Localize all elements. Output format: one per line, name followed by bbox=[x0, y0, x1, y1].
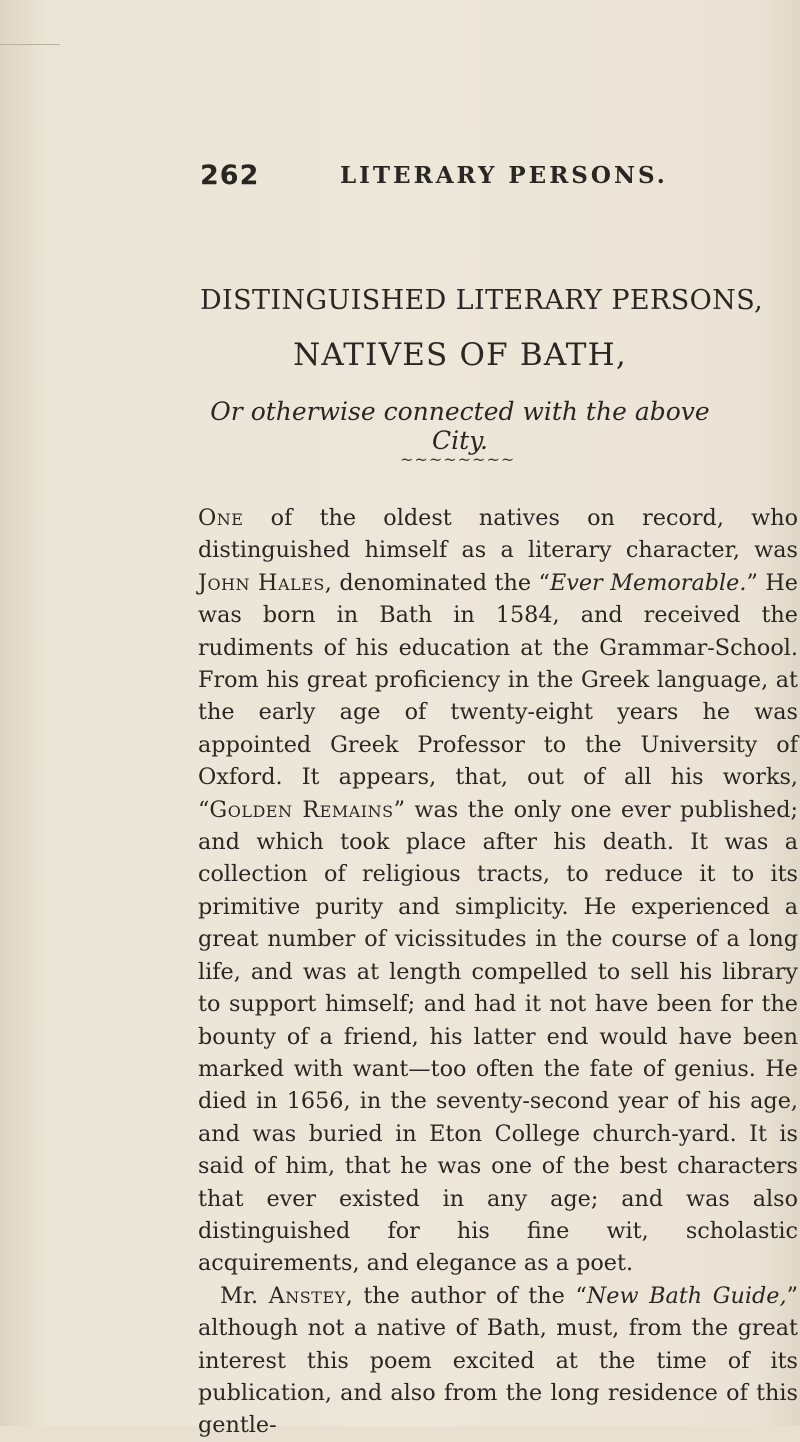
paragraph-lead-word: One bbox=[198, 505, 244, 531]
person-name: Anstey bbox=[268, 1282, 346, 1309]
work-title: Golden Remains bbox=[209, 796, 394, 823]
text-run: ” He was born in Bath in 1584, and received the rudiments of his education at the Grammar-School. From his great proficiency in the Greek language, at the early age of twenty-eight years he was appointed Greek Professor to the University of Oxford. It appears, that, out of all his works, “ bbox=[198, 569, 798, 823]
page-number: 262 bbox=[200, 160, 260, 191]
section-caption: Or otherwise connected with the above City. bbox=[210, 397, 710, 455]
epithet: Ever Memorable. bbox=[549, 569, 747, 596]
section-heading: DISTINGUISHED LITERARY PERSONS, bbox=[200, 285, 764, 316]
person-name: John Hales bbox=[198, 569, 325, 596]
running-head bbox=[200, 160, 720, 200]
text-run: ” although not a native of Bath, must, from the great interest this poem excited at the time of its publication, and also from the long residence of this gentle- bbox=[198, 1282, 798, 1439]
text-run: , the author of the “ bbox=[345, 1282, 587, 1309]
section-subheading: NATIVES OF BATH, bbox=[293, 337, 627, 373]
page-edge-line bbox=[0, 44, 60, 45]
paragraph-hales bbox=[198, 502, 798, 1280]
text-run: of the oldest natives on record, who distinguished himself as a literary character, was bbox=[198, 505, 798, 564]
body-text bbox=[198, 502, 798, 1442]
paragraph-anstey bbox=[198, 1280, 798, 1442]
work-title: New Bath Guide, bbox=[586, 1282, 787, 1309]
running-title: LITERARY PERSONS. bbox=[340, 162, 668, 189]
text-run: ” was the only one ever published; and which took place after his death. It was a collection of religious tracts, to reduce it to its primitive purity and simplicity. He experienced a great number of vicissitudes in the course of a long life, and was at length compelled to sell his library to support himself; and had it not have been for the bounty of a friend, his latter end would have been marked with want—too often the fate of genius. He died in 1656, in the seventy-second year of his age, and was buried in Eton College church-yard. It is said of him, that he was one of the best characters that ever existed in any age; and was also distinguished for his fine wit, scholastic acquirements, and elegance as a poet. bbox=[198, 796, 798, 1277]
ornamental-rule: ~~~~~~~~ bbox=[400, 450, 516, 469]
text-run: , denominated the “ bbox=[324, 569, 550, 596]
text-run: Mr. bbox=[220, 1282, 269, 1309]
